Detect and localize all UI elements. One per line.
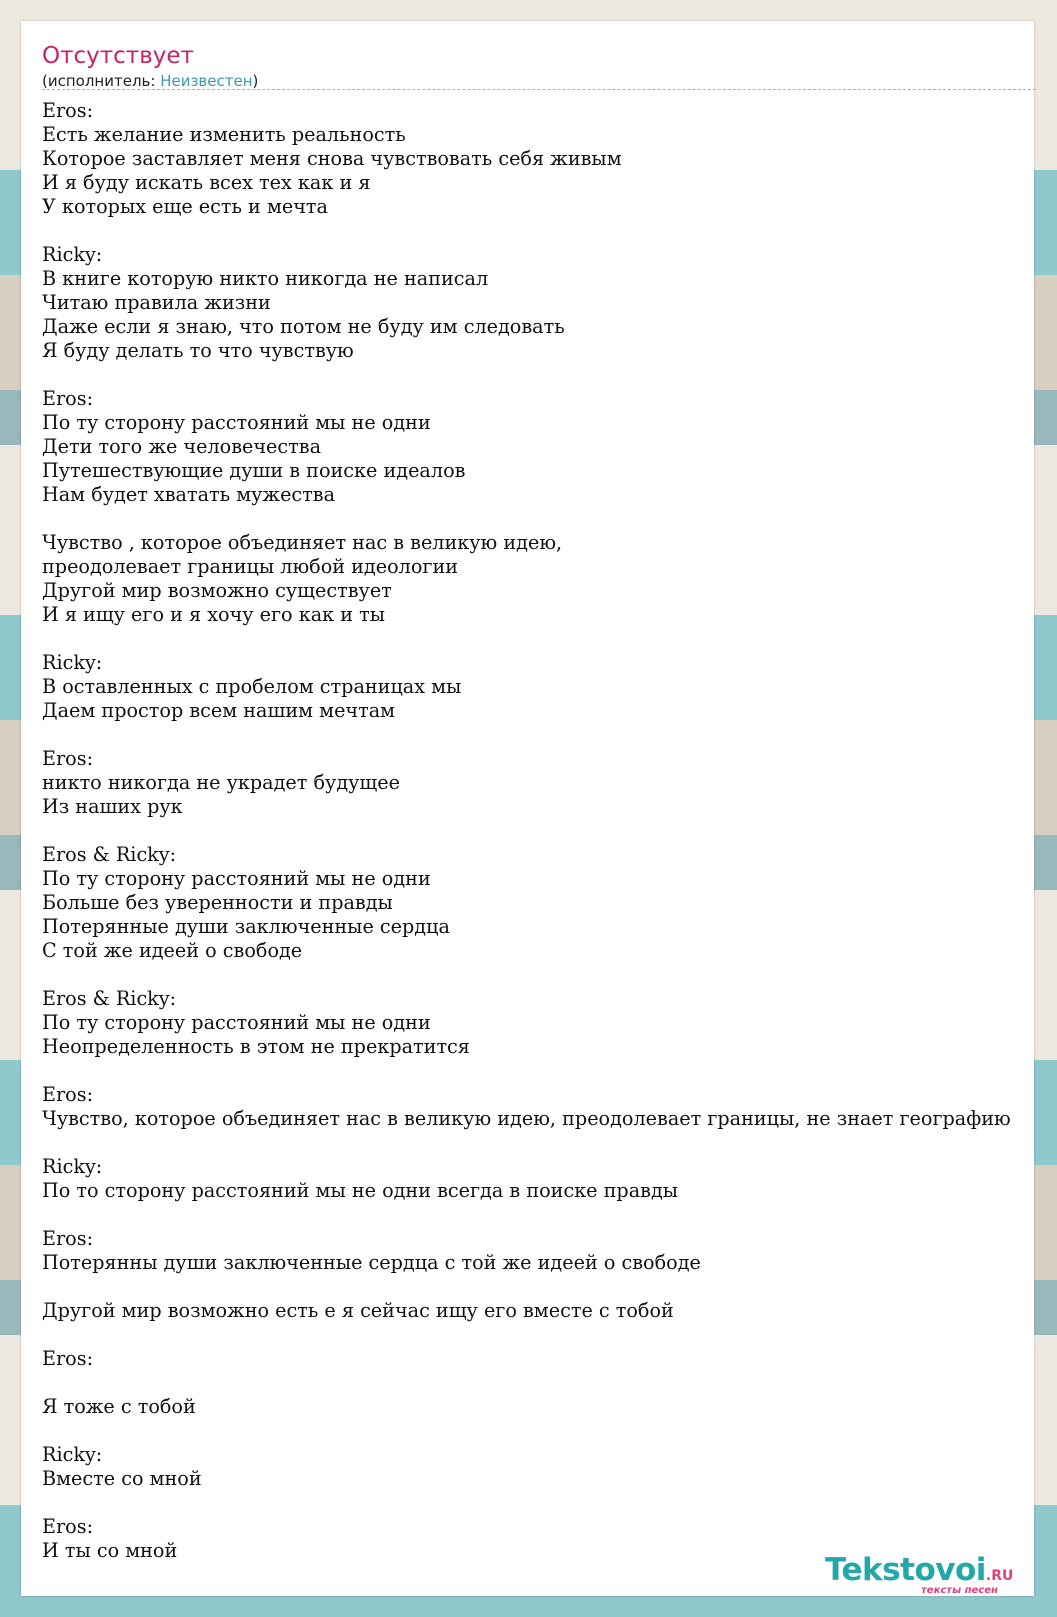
background-stripe <box>0 0 1057 20</box>
lyric-line: Вместе со мной <box>42 1467 202 1490</box>
lyric-line <box>42 507 1011 531</box>
lyric-line <box>42 819 1011 843</box>
lyric-line: Чувство , которое объединяет нас в великую идею, <box>42 531 563 554</box>
lyric-line: Ricky: <box>42 1155 103 1178</box>
lyric-line: Eros & Ricky: <box>42 843 177 866</box>
lyric-line <box>42 723 1011 747</box>
logo-tld: .RU <box>985 1568 1014 1584</box>
song-title: Отсутствует <box>42 43 194 69</box>
lyrics-card <box>21 21 1034 1596</box>
lyrics-text <box>42 99 1011 1563</box>
lyric-line <box>42 1203 1011 1227</box>
lyric-line: Eros: <box>42 747 94 770</box>
lyric-line: Eros: <box>42 1515 94 1538</box>
lyric-line: Я буду делать то что чувствую <box>42 339 354 362</box>
lyric-line: Из наших рук <box>42 795 183 818</box>
lyric-line: По ту сторону расстояний мы не одни <box>42 411 431 434</box>
lyric-line: И ты со мной <box>42 1539 178 1562</box>
lyric-line: преодолевает границы любой идеологии <box>42 555 459 578</box>
lyric-line: Больше без уверенности и правды <box>42 891 393 914</box>
lyric-line: Ricky: <box>42 1443 103 1466</box>
lyric-line: Eros: <box>42 1083 94 1106</box>
lyric-line: Другой мир возможно существует <box>42 579 392 602</box>
artist-link[interactable]: Неизвестен <box>160 72 253 90</box>
artist-prefix: (исполнитель: <box>42 72 161 90</box>
lyric-line <box>42 219 1011 243</box>
lyric-line: У которых еще есть и мечта <box>42 195 328 218</box>
lyric-line: Даем простор всем нашим мечтам <box>42 699 396 722</box>
title-divider <box>42 89 1036 90</box>
lyric-line: Eros: <box>42 99 94 122</box>
lyric-line: Ricky: <box>42 243 103 266</box>
lyric-line: В книге которую никто никогда не написал <box>42 267 489 290</box>
lyric-line <box>42 963 1011 987</box>
lyric-line <box>42 627 1011 651</box>
lyric-line <box>42 1323 1011 1347</box>
lyric-line: Путешествующие души в поиске идеалов <box>42 459 466 482</box>
lyric-line: Eros: <box>42 1347 94 1370</box>
lyric-line: Дети того же человечества <box>42 435 322 458</box>
artist-suffix: ) <box>252 72 259 90</box>
lyric-line: По ту сторону расстояний мы не одни <box>42 1011 431 1034</box>
lyric-line: Неопределенность в этом не прекратится <box>42 1035 470 1058</box>
artist-line <box>42 71 258 91</box>
lyric-line <box>42 1131 1011 1155</box>
lyric-line: Читаю правила жизни <box>42 291 271 314</box>
lyric-line: В оставленных с пробелом страницах мы <box>42 675 462 698</box>
lyric-line: По ту сторону расстояний мы не одни <box>42 867 431 890</box>
lyric-line: Нам будет хватать мужества <box>42 483 336 506</box>
lyric-line: И я буду искать всех тех как и я <box>42 171 371 194</box>
lyric-line <box>42 1491 1011 1515</box>
lyric-line: Потерянные души заключенные сердца <box>42 915 450 938</box>
lyric-line <box>42 1059 1011 1083</box>
lyric-line <box>42 1419 1011 1443</box>
lyric-line: Чувство, которое объединяет нас в великую идею, преодолевает границы, не знает географию <box>42 1107 1011 1130</box>
lyric-line: Есть желание изменить реальность <box>42 123 406 146</box>
logo-tagline: тексты песен <box>921 1585 998 1596</box>
lyric-line: никто никогда не украдет будущее <box>42 771 400 794</box>
lyric-line: Я тоже с тобой <box>42 1395 196 1418</box>
lyric-line <box>42 1275 1011 1299</box>
lyric-line: Другой мир возможно есть е я сейчас ищу его вместе с тобой <box>42 1299 674 1322</box>
lyric-line: Которое заставляет меня снова чувствовать себя живым <box>42 147 622 170</box>
logo-name: Tekstovoi <box>825 1552 986 1588</box>
lyric-line <box>42 1371 1011 1395</box>
lyric-line: Потерянны души заключенные сердца с той же идеей о свободе <box>42 1251 701 1274</box>
lyric-line: Даже если я знаю, что потом не буду им следовать <box>42 315 565 338</box>
lyric-line: Eros: <box>42 387 94 410</box>
lyric-line: И я ищу его и я хочу его как и ты <box>42 603 386 626</box>
lyric-line <box>42 363 1011 387</box>
lyric-line: Ricky: <box>42 651 103 674</box>
lyric-line: По то сторону расстояний мы не одни всегда в поиске правды <box>42 1179 679 1202</box>
lyric-line: Eros & Ricky: <box>42 987 177 1010</box>
lyric-line: Eros: <box>42 1227 94 1250</box>
site-logo[interactable] <box>825 1553 1030 1599</box>
lyric-line: С той же идеей о свободе <box>42 939 303 962</box>
